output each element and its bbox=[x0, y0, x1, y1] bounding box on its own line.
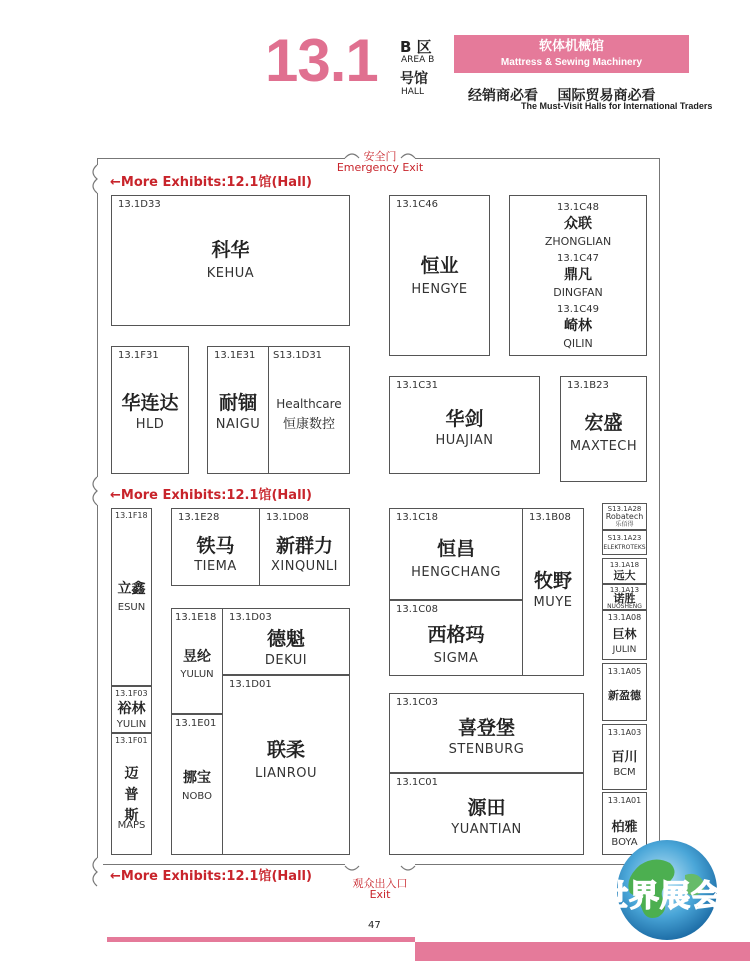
booth-id: 13.1B08 bbox=[529, 512, 571, 523]
booth-id: 13.1C46 bbox=[396, 199, 438, 210]
booth-name-zh: 源田 bbox=[467, 797, 506, 819]
booth-kehua[interactable] bbox=[111, 195, 350, 326]
booth-name-en: HENGCHANG bbox=[411, 565, 501, 580]
booth-yuanda[interactable] bbox=[602, 558, 647, 584]
booth-id: 13.1E31 bbox=[214, 350, 256, 361]
booth-name-en: DEKUI bbox=[264, 653, 308, 668]
booth-name-en: ESUN bbox=[117, 602, 146, 613]
booth-name-zh: 德魁 bbox=[266, 628, 305, 650]
booth-id: 13.1C31 bbox=[396, 380, 438, 391]
area-label-zh: B 区 bbox=[400, 38, 432, 56]
booth-nobo[interactable] bbox=[171, 714, 223, 855]
booth-name-zh: 新盈德 bbox=[608, 689, 641, 702]
booth-maxtech[interactable] bbox=[560, 376, 647, 482]
booth-name-en: ZHONGLIAN bbox=[544, 235, 612, 248]
booth-maps[interactable] bbox=[111, 733, 152, 855]
booth-naigu[interactable] bbox=[207, 346, 269, 474]
booth-name-en: BCM bbox=[613, 767, 636, 778]
booth-sigma[interactable] bbox=[389, 600, 523, 676]
booth-hld[interactable] bbox=[111, 346, 189, 474]
booth-name-zh: 乐佰得 bbox=[615, 521, 634, 528]
page-number: 47 bbox=[368, 920, 381, 931]
booth-name-zh: 牧野 bbox=[533, 570, 572, 592]
booth-bcm[interactable] bbox=[602, 724, 647, 790]
booth-elektroteks[interactable] bbox=[602, 530, 647, 555]
booth-name-en: YULUN bbox=[180, 669, 214, 680]
booth-robatech[interactable] bbox=[602, 503, 647, 530]
booth-name-zh: 联柔 bbox=[266, 739, 305, 761]
booth-name-en: KEHUA bbox=[206, 266, 255, 281]
booth-muye[interactable] bbox=[522, 508, 584, 676]
booth-name-en: YUANTIAN bbox=[451, 822, 522, 837]
booth-xinqunli[interactable] bbox=[259, 508, 350, 586]
booth-name-en: XINQUNLI bbox=[270, 559, 338, 574]
booth-name-en: QILIN bbox=[563, 337, 593, 350]
booth-name-zh: 诺胜 bbox=[613, 592, 636, 605]
booth-id: 13.1C18 bbox=[396, 512, 438, 523]
booth-name-zh: 崎林 bbox=[564, 318, 592, 334]
booth-hengye[interactable] bbox=[389, 195, 490, 356]
booth-name-en: HENGYE bbox=[411, 282, 468, 297]
booth-id: 13.1C03 bbox=[396, 697, 438, 708]
booth-xinyingde[interactable] bbox=[602, 663, 647, 721]
hall-label-zh: 号馆 bbox=[400, 71, 428, 87]
hall-label-en: HALL bbox=[401, 87, 424, 97]
booth-id: 13.1F03 bbox=[115, 689, 148, 698]
booth-id: 13.1A05 bbox=[607, 667, 642, 676]
booth-name-zh: 迈普斯 bbox=[124, 766, 139, 824]
booth-id: 13.1B23 bbox=[567, 380, 609, 391]
booth-name-zh: 科华 bbox=[211, 239, 250, 261]
booth-name-zh: 立鑫 bbox=[117, 581, 146, 597]
booth-id: 13.1D01 bbox=[229, 679, 272, 690]
exit-en: Exit bbox=[369, 888, 391, 901]
booth-id: 13.1D08 bbox=[266, 512, 309, 523]
booth-name-en: MAPS bbox=[117, 820, 146, 831]
booth-id: 13.1F31 bbox=[118, 350, 159, 361]
booth-name-zh: 宏盛 bbox=[584, 412, 623, 434]
booth-hengchang[interactable] bbox=[389, 508, 523, 600]
booth-name-zh: 华连达 bbox=[121, 392, 179, 414]
booth-group-c48-c49[interactable] bbox=[509, 195, 647, 356]
booth-id: 13.1E01 bbox=[175, 718, 217, 729]
booth-name-zh: 远大 bbox=[613, 569, 636, 582]
booth-name-zh: 耐锢 bbox=[218, 392, 257, 414]
booth-id: 13.1A18 bbox=[609, 561, 640, 569]
booth-name-en: ELEKTROTEKS bbox=[603, 544, 646, 551]
booth-id: S13.1D31 bbox=[273, 350, 323, 361]
booth-id: 13.1C01 bbox=[396, 777, 438, 788]
booth-name-zh: 恒康数控 bbox=[282, 417, 335, 432]
booth-id: 13.1C08 bbox=[396, 604, 438, 615]
booth-name-zh: 巨林 bbox=[612, 627, 637, 641]
booth-yuantian[interactable] bbox=[389, 773, 584, 855]
booth-name-en: Robatech bbox=[605, 512, 644, 521]
booth-name-zh: 鼎凡 bbox=[564, 267, 592, 283]
booth-name-en: NOBO bbox=[182, 791, 212, 802]
emergency-exit-zh: 安全门 bbox=[363, 150, 397, 163]
booth-name-zh: 恒昌 bbox=[436, 538, 475, 560]
booth-id: 13.1A01 bbox=[607, 796, 642, 805]
booth-name-en: STENBURG bbox=[448, 742, 525, 757]
booth-stenburg[interactable] bbox=[389, 693, 584, 773]
booth-id: 13.1D03 bbox=[229, 612, 272, 623]
booth-name-zh: 恒业 bbox=[420, 255, 459, 277]
booth-name-en: TIEMA bbox=[194, 559, 237, 574]
booth-name-en: YULIN bbox=[116, 719, 147, 730]
booth-name-zh: 柏雅 bbox=[611, 820, 638, 835]
booth-tiema[interactable] bbox=[171, 508, 260, 586]
booth-id: 13.1E28 bbox=[178, 512, 220, 523]
booth-id: S13.1A28 bbox=[607, 505, 642, 513]
booth-name-en: JULIN bbox=[612, 645, 637, 655]
booth-name-zh: 众联 bbox=[564, 216, 592, 232]
more-exhibits-sign-middle: ←More Exhibits:12.1馆(Hall) bbox=[110, 488, 312, 503]
booth-name-en: MUYE bbox=[533, 595, 573, 610]
booth-name-en: LIANROU bbox=[255, 766, 317, 781]
category-en: Mattress & Sewing Machinery bbox=[500, 57, 643, 68]
booth-name-en: DINGFAN bbox=[553, 286, 603, 299]
booth-id: 13.1C49 bbox=[557, 304, 599, 315]
more-exhibits-sign-bottom: ←More Exhibits:12.1馆(Hall) bbox=[110, 869, 312, 884]
emergency-exit-en: Emergency Exit bbox=[336, 161, 424, 174]
booth-yulin[interactable] bbox=[111, 686, 152, 733]
booth-name-en: NUOSHENG bbox=[607, 603, 642, 610]
footer-bar bbox=[107, 937, 415, 942]
booth-id: 13.1F18 bbox=[115, 511, 148, 520]
booth-id: 13.1A08 bbox=[607, 613, 642, 622]
booth-name-zh: 昱纶 bbox=[183, 649, 211, 665]
booth-esun[interactable] bbox=[111, 508, 152, 686]
more-exhibits-sign-top: ←More Exhibits:12.1馆(Hall) bbox=[110, 175, 312, 190]
booth-id: 13.1E18 bbox=[175, 612, 217, 623]
booth-name-zh: 喜登堡 bbox=[457, 717, 515, 739]
booth-julin[interactable] bbox=[602, 610, 647, 660]
booth-healthcare[interactable] bbox=[268, 346, 350, 474]
booth-id: 13.1C48 bbox=[557, 202, 599, 213]
booth-id: 13.1F01 bbox=[115, 736, 148, 745]
booth-name-zh: 百川 bbox=[611, 750, 638, 765]
booth-name-zh: 铁马 bbox=[196, 535, 235, 557]
hall-number: 13.1 bbox=[265, 27, 378, 94]
booth-name-en: MAXTECH bbox=[569, 439, 638, 454]
category-banner bbox=[454, 35, 689, 73]
booth-name-zh: 挪宝 bbox=[183, 770, 211, 786]
booth-name-zh: 裕林 bbox=[117, 701, 146, 717]
logo-text: 世界展会 bbox=[598, 879, 722, 914]
booth-name-en: NAIGU bbox=[215, 417, 261, 432]
booth-lianrou[interactable] bbox=[222, 675, 350, 855]
booth-name-en: SIGMA bbox=[433, 651, 479, 666]
booth-name-en: HLD bbox=[135, 417, 165, 432]
booth-name-en: HUAJIAN bbox=[435, 433, 494, 448]
world-expo-logo bbox=[590, 835, 745, 955]
booth-dekui[interactable] bbox=[222, 608, 350, 675]
booth-id: 13.1D33 bbox=[118, 199, 161, 210]
booth-nuosheng[interactable] bbox=[602, 584, 647, 610]
exit-zh: 观众出入口 bbox=[352, 877, 408, 890]
must-visit-en: The Must-Visit Halls for International Traders bbox=[521, 101, 713, 111]
booth-name-en: BOYA bbox=[611, 837, 638, 848]
area-label-en: AREA B bbox=[401, 55, 435, 65]
booth-id: S13.1A23 bbox=[607, 534, 642, 542]
booth-id: 13.1A03 bbox=[607, 728, 642, 737]
booth-name-en: Healthcare bbox=[276, 397, 342, 411]
must-visit-zh: 经销商必看 国际贸易商必看 bbox=[468, 88, 656, 104]
booth-name-zh: 西格玛 bbox=[427, 624, 485, 646]
booth-yulun[interactable] bbox=[171, 608, 223, 714]
booth-name-zh: 华剑 bbox=[445, 408, 484, 430]
booth-id: 13.1A13 bbox=[609, 586, 640, 594]
booth-huajian[interactable] bbox=[389, 376, 540, 474]
booth-id: 13.1C47 bbox=[557, 253, 599, 264]
category-zh: 软体机械馆 bbox=[538, 39, 604, 54]
booth-name-zh: 新群力 bbox=[275, 535, 333, 557]
